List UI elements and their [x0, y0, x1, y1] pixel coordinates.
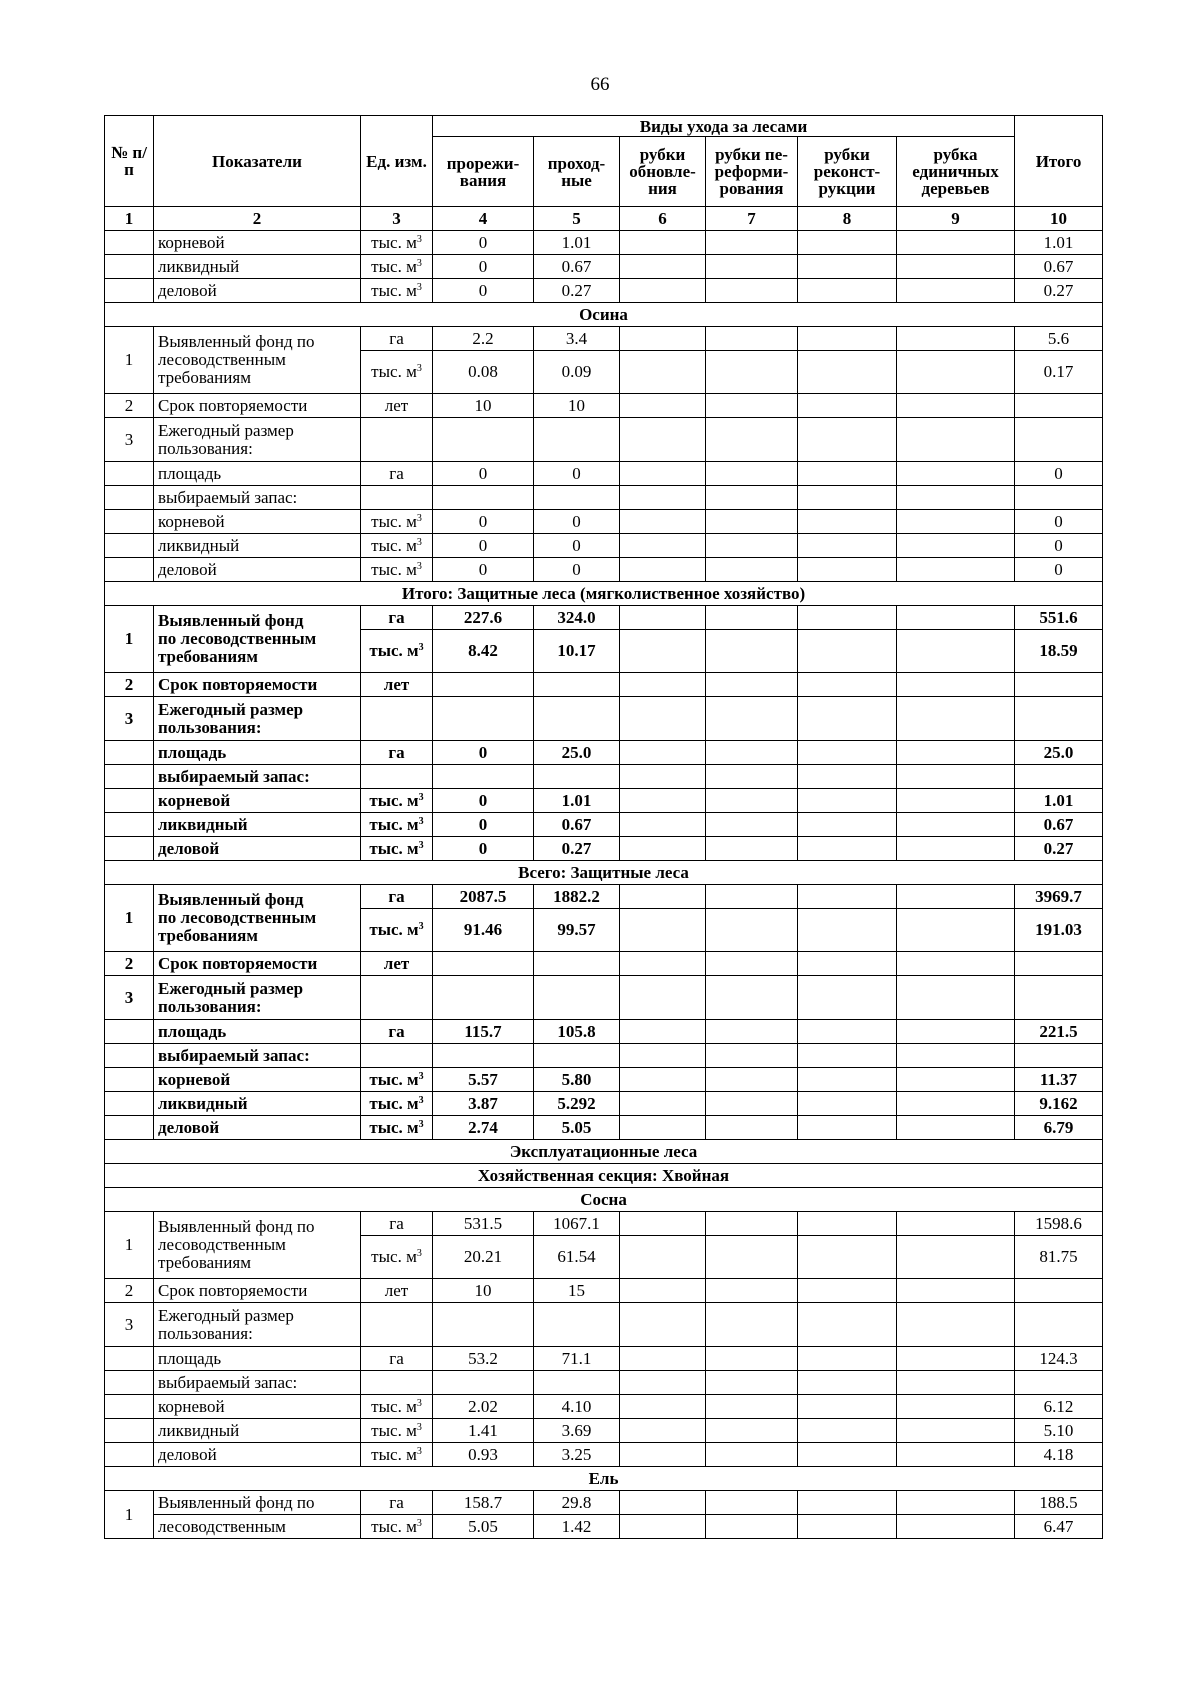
section-row [105, 861, 1103, 885]
section-title-exploit: Эксплуатационные леса [105, 1140, 1103, 1164]
table-row: 2 Срок повторяемости лет 10 15 [105, 1279, 1103, 1303]
unit-cell: тыс. $м^3$ [361, 231, 433, 255]
section-row [105, 1164, 1103, 1188]
table-row: ликвидный тыс. $м^3$ 0 0.67 0.67 [105, 813, 1103, 837]
header-passage: проход-ные [534, 137, 620, 207]
table-row: площадь га 53.2 71.1 124.3 [105, 1347, 1103, 1371]
row-label: Выявленный фонд по лесоводственным требованиям [154, 327, 361, 394]
section-title-econ: Хозяйственная секция: Хвойная [105, 1164, 1103, 1188]
forest-care-table [104, 115, 1103, 1539]
index-cell: 10 [1015, 207, 1103, 231]
index-cell: 5 [534, 207, 620, 231]
section-row [105, 303, 1103, 327]
table-row: 3 Ежегодный размер пользования: [105, 697, 1103, 741]
section-title-osina: Осина [105, 303, 1103, 327]
unit-cell: тыс. $м^3$ [361, 351, 433, 394]
index-cell: 1 [105, 207, 154, 231]
index-cell: 6 [620, 207, 706, 231]
index-cell: 8 [798, 207, 897, 231]
table-row: лесоводственным тыс. $м^3$ 5.05 1.42 6.47 [105, 1515, 1103, 1539]
header-reform: рубки пе-реформи-рования [706, 137, 798, 207]
table-row: 3 Ежегодный размер пользования: [105, 418, 1103, 462]
section-row [105, 582, 1103, 606]
table-row: корневой тыс. $м^3$ 0 0 0 [105, 510, 1103, 534]
section-title-sosna: Сосна [105, 1188, 1103, 1212]
row-label: ликвидный [154, 255, 361, 279]
section-title-el: Ель [105, 1467, 1103, 1491]
table-row: ликвидный тыс. $м^3$ 3.87 5.292 9.162 [105, 1092, 1103, 1116]
index-cell: 9 [897, 207, 1015, 231]
index-cell: 7 [706, 207, 798, 231]
header-total: Итого [1015, 116, 1103, 207]
table-row: ликвидный тыс. $м^3$ 1.41 3.69 5.10 [105, 1419, 1103, 1443]
index-cell: 3 [361, 207, 433, 231]
table-row: выбираемый запас: [105, 486, 1103, 510]
section-row [105, 1467, 1103, 1491]
table-row: 2 Срок повторяемости лет [105, 952, 1103, 976]
table-row: деловой тыс. $м^3$ 0 0.27 0.27 [105, 837, 1103, 861]
table-row: площадь га 115.7 105.8 221.5 [105, 1020, 1103, 1044]
table-row: корневой тыс. $м^3$ 5.57 5.80 11.37 [105, 1068, 1103, 1092]
table-row: корневой тыс. $м^3$ 2.02 4.10 6.12 [105, 1395, 1103, 1419]
header-num: № п/п [105, 116, 154, 207]
table-row: 1 Выявленный фонд по лесоводственным требованиям га 2.2 3.4 5.6 [105, 327, 1103, 351]
table-row: выбираемый запас: [105, 765, 1103, 789]
index-cell: 2 [154, 207, 361, 231]
table-row: 2 Срок повторяемости лет 10 10 [105, 394, 1103, 418]
table-row: деловой тыс. $м^3$ 0.93 3.25 4.18 [105, 1443, 1103, 1467]
table-row: деловой тыс. $м^3$ 2.74 5.05 6.79 [105, 1116, 1103, 1140]
table-row: тыс. $м^3$ 91.46 99.57 191.03 [105, 909, 1103, 952]
table-row: тыс. $м^3$ 8.42 10.17 18.59 [105, 630, 1103, 673]
table-row: выбираемый запас: [105, 1044, 1103, 1068]
row-label: деловой [154, 279, 361, 303]
header-indicator: Показатели [154, 116, 361, 207]
section-title-total-soft: Итого: Защитные леса (мягколиственное хозяйство) [105, 582, 1103, 606]
section-title-total-protect: Всего: Защитные леса [105, 861, 1103, 885]
header-unit: Ед. изм. [361, 116, 433, 207]
table-row: деловой тыс. $м^3$ 0 0.27 0.27 [105, 279, 1103, 303]
row-label: корневой [154, 231, 361, 255]
table-row: ликвидный тыс. $м^3$ 0 0.67 0.67 [105, 255, 1103, 279]
header-reconstruction: рубки реконст-рукции [798, 137, 897, 207]
section-row [105, 1140, 1103, 1164]
table-row: площадь га 0 0 0 [105, 462, 1103, 486]
header-renewal: рубки обновле-ния [620, 137, 706, 207]
header-thinning: прорежи-вания [433, 137, 534, 207]
table-row: площадь га 0 25.0 25.0 [105, 741, 1103, 765]
table-row: 3 Ежегодный размер пользования: [105, 1303, 1103, 1347]
table-row: 1 Выявленный фонд по га 158.7 29.8 188.5 [105, 1491, 1103, 1515]
table-row: 3 Ежегодный размер пользования: [105, 976, 1103, 1020]
page-number: 66 [590, 74, 610, 95]
section-row [105, 1188, 1103, 1212]
unit-cell: тыс. $м^3$ [361, 279, 433, 303]
table-body [105, 231, 1103, 1539]
table-row: выбираемый запас: [105, 1371, 1103, 1395]
table-row: тыс. $м^3$ 20.21 61.54 81.75 [105, 1236, 1103, 1279]
table-row: тыс. $м^3$ 0.08 0.09 0.17 [105, 351, 1103, 394]
table-row: 2 Срок повторяемости лет [105, 673, 1103, 697]
table-row: деловой тыс. $м^3$ 0 0 0 [105, 558, 1103, 582]
header-group-title: Виды ухода за лесами [433, 116, 1015, 137]
table-row: 1 Выявленный фонд по лесоводственным требованиям га 531.5 1067.1 1598.6 [105, 1212, 1103, 1236]
table-row: 1 Выявленный фонд по лесоводственным требованиям га 227.6 324.0 551.6 [105, 606, 1103, 630]
header-single-trees: рубка единичных деревьев [897, 137, 1015, 207]
table-row: 1 Выявленный фонд по лесоводственным требованиям га 2087.5 1882.2 3969.7 [105, 885, 1103, 909]
table-header [105, 116, 1103, 231]
index-cell: 4 [433, 207, 534, 231]
table-row: ликвидный тыс. $м^3$ 0 0 0 [105, 534, 1103, 558]
table-row: корневой тыс. $м^3$ 0 1.01 1.01 [105, 789, 1103, 813]
table-row: корневой тыс. $м^3$ 0 1.01 1.01 [105, 231, 1103, 255]
unit-cell: тыс. $м^3$ [361, 255, 433, 279]
